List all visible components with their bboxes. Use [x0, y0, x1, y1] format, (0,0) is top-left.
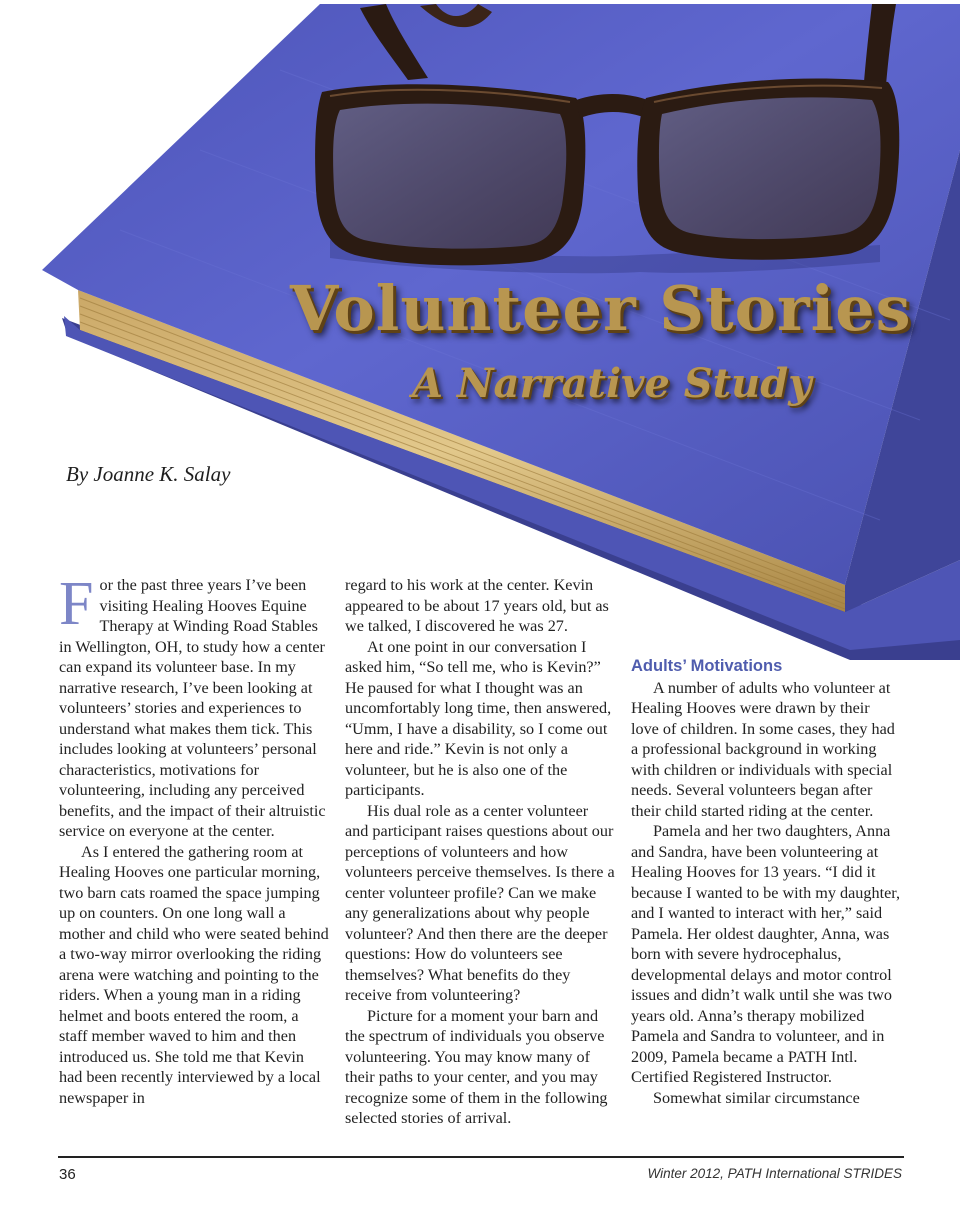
text-column-1 [59, 570, 329, 1108]
article-title: Volunteer Stories [290, 272, 912, 345]
drop-cap: F [59, 570, 94, 638]
paragraph: regard to his work at the center. Kevin appeared to be about 17 years old, but as we talked, I discovered he was 27. [345, 576, 609, 635]
text-column-3 [631, 656, 901, 1108]
page-number: 36 [59, 1166, 76, 1183]
paragraph-text: or the past three years I’ve been visiting Healing Hooves Equine Therapy at Winding Road Stables in Wellington, OH, to study how a center can expand its volunteer base. In my narrative research, I’ve been looking at volunteers’ stories and experiences to understand what makes them tick. This includes looking at volunteers’ personal characteristics, motivations for volunteering, including any perceived benefits, and the impact of their altruistic service on everyone at the center. [59, 576, 326, 840]
text-column-2 [345, 575, 615, 1129]
publication-credit: Winter 2012, PATH International STRIDES [647, 1166, 902, 1181]
paragraph: Somewhat similar circumstance [653, 1088, 860, 1107]
footer-rule [58, 1156, 904, 1158]
paragraph: As I entered the gathering room at Healing Hooves one particular morning, two barn cats roamed the space jumping up on counters. On one long wall a mother and child who were seated behind a two-way mirror overlooking the riding arena were watching and pointing to the riders. When a young man in a riding helmet and boots entered the room, a staff member waved to him and then introduced us. She told me that Kevin had been recently interviewed by a local newspaper in [59, 842, 329, 1107]
paragraph: His dual role as a center volunteer and participant raises questions about our perceptions of volunteers and how volunteers perceive themselves. Is there a center volunteer profile? Can we make any generalizations about why people volunteer? And then there are the deeper questions: How do volunteers see themselves? What benefits do they receive from volunteering? [345, 801, 615, 1004]
paragraph [59, 570, 329, 842]
paragraph: At one point in our conversation I asked him, “So tell me, who is Kevin?” He paused for what I thought was an uncomfortably long time, then answered, “Umm, I have a disability, so I come out here and ride.” Kevin is not only a volunteer, but he is also one of the participants. [345, 637, 612, 799]
paragraph: A number of adults who volunteer at Healing Hooves were drawn by their love of children. In some cases, they had a professional background in working with children or individuals with special needs. Several volunteers began after their child started riding at the center. [631, 678, 895, 820]
section-heading: Adults’ Motivations [631, 657, 783, 675]
byline: By Joanne K. Salay [66, 462, 231, 486]
article-subtitle: A Narrative Study [412, 360, 812, 407]
paragraph: Picture for a moment your barn and the spectrum of individuals you observe volunteering. You may know many of their paths to your center, and you may recognize some of them in the following selected stories of arrival. [345, 1006, 608, 1127]
paragraph: Pamela and her two daughters, Anna and Sandra, have been volunteering at Healing Hooves for 13 years. “I did it because I wanted to be with my daughter, and I wanted to interact with her,” said Pamela. Her oldest daughter, Anna, was born with severe hydrocephalus, developmental delays and motor control issues and didn’t walk until she was two years old. Anna’s therapy mobilized Pamela and Sandra to volunteer, and in 2009, Pamela became a PATH Intl. Certified Registered Instructor. [631, 822, 901, 1086]
